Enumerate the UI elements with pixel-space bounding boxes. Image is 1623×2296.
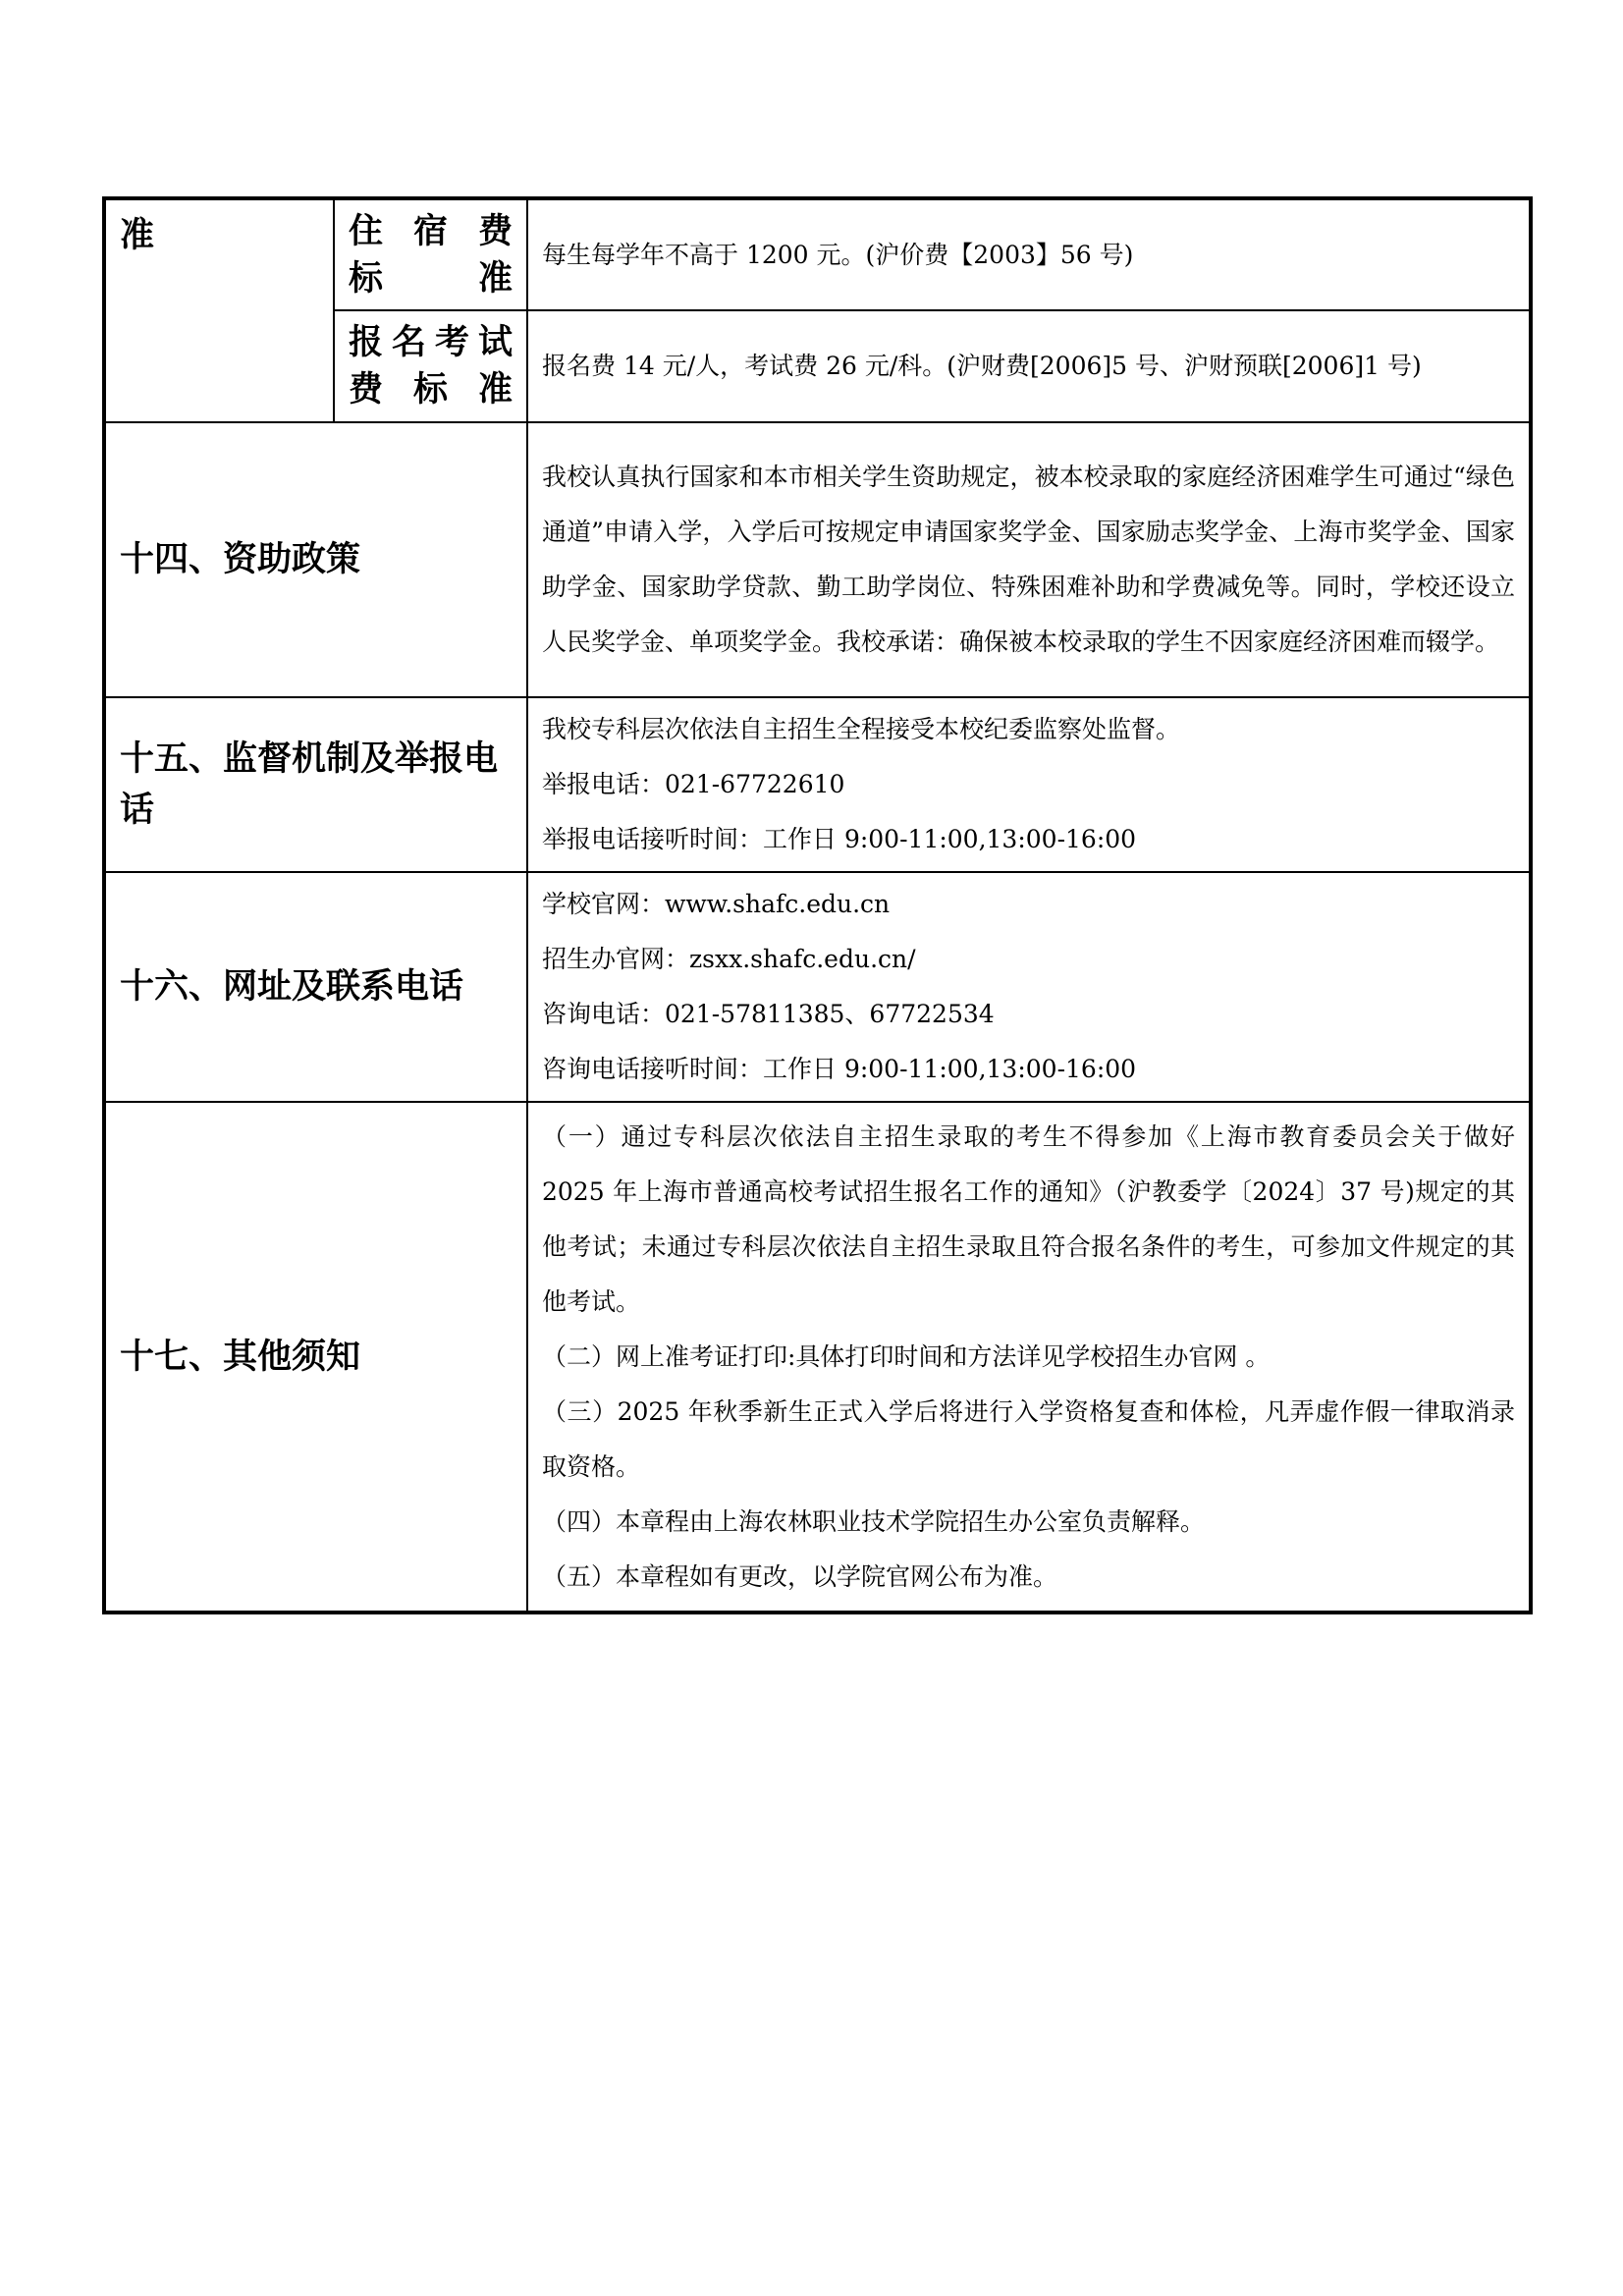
regulations-table [102, 196, 1533, 1614]
section-content-financial-aid [527, 422, 1531, 697]
section-line: 招生办官网：zsxx.shafc.edu.cn/ [542, 945, 916, 973]
section-line: 咨询电话：021-57811385、67722534 [542, 1000, 995, 1028]
section-line: 学校官网：www.shafc.edu.cn [542, 890, 891, 918]
section-line: 我校认真执行国家和本市相关学生资助规定，被本校录取的家庭经济困难学生可通过“绿色通道”申请入学，入学后可按规定申请国家奖学金、国家励志奖学金、上海市奖学金、国家助学金、国家助学贷款、勤工助学岗位、特殊困难补助和学费减免等。同时，学校还设立人民奖学金、单项奖学金。我校承诺：确保被本校录取的学生不因家庭经济困难而辍学。 [542, 463, 1515, 656]
section-row-contact [104, 872, 1531, 1102]
section-line: 我校专科层次依法自主招生全程接受本校纪委监察处监督。 [542, 715, 1181, 743]
section-line: （一）通过专科层次依法自主招生录取的考生不得参加《上海市教育委员会关于做好 2025 年上海市普通高校考试招生报名工作的通知》（沪教委学〔2024〕37 号)规定的其他考试；未通过专科层次依法自主招生录取且符合报名条件的考生，可参加文件规定的其他考试。 [542, 1121, 1515, 1316]
section-line: 举报电话接听时间：工作日 9:00-11:00,13:00-16:00 [542, 825, 1137, 853]
section-content-contact [527, 872, 1531, 1102]
section-line: （五）本章程如有更改，以学院官网公布为准。 [542, 1561, 1058, 1591]
section-line: （三）2025 年秋季新生正式入学后将进行入学资格复查和体检，凡弄虚作假一律取消录取资格。 [542, 1396, 1515, 1481]
section-content-other-notes [527, 1102, 1531, 1613]
section-line: 举报电话：021-67722610 [542, 770, 845, 798]
section-line: （二）网上准考证打印:具体打印时间和方法详见学校招生办官网 。 [542, 1341, 1271, 1371]
fee-standard-heading: 准 [104, 198, 334, 422]
section-title-financial-aid: 十四、资助政策 [104, 422, 527, 697]
exam-fee-content: 报名费 14 元/人，考试费 26 元/科。(沪财费[2006]5 号、沪财预联[2006]1 号) [527, 310, 1531, 422]
section-content-supervision [527, 697, 1531, 872]
section-line: 咨询电话接听时间：工作日 9:00-11:00,13:00-16:00 [542, 1055, 1137, 1083]
section-row-supervision [104, 697, 1531, 872]
section-title-supervision: 十五、监督机制及举报电话 [104, 697, 527, 872]
section-title-other-notes: 十七、其他须知 [104, 1102, 527, 1613]
section-line: （四）本章程由上海农林职业技术学院招生办公室负责解释。 [542, 1506, 1206, 1536]
section-title-contact: 十六、网址及联系电话 [104, 872, 527, 1102]
dorm-fee-label: 住 宿 费 标 准 [334, 198, 527, 310]
section-row-other-notes [104, 1102, 1531, 1613]
dorm-fee-row [104, 198, 1531, 310]
section-row-financial-aid [104, 422, 1531, 697]
exam-fee-label: 报 名 考 试 费 标 准 [334, 310, 527, 422]
dorm-fee-content: 每生每学年不高于 1200 元。(沪价费【2003】56 号) [527, 198, 1531, 310]
